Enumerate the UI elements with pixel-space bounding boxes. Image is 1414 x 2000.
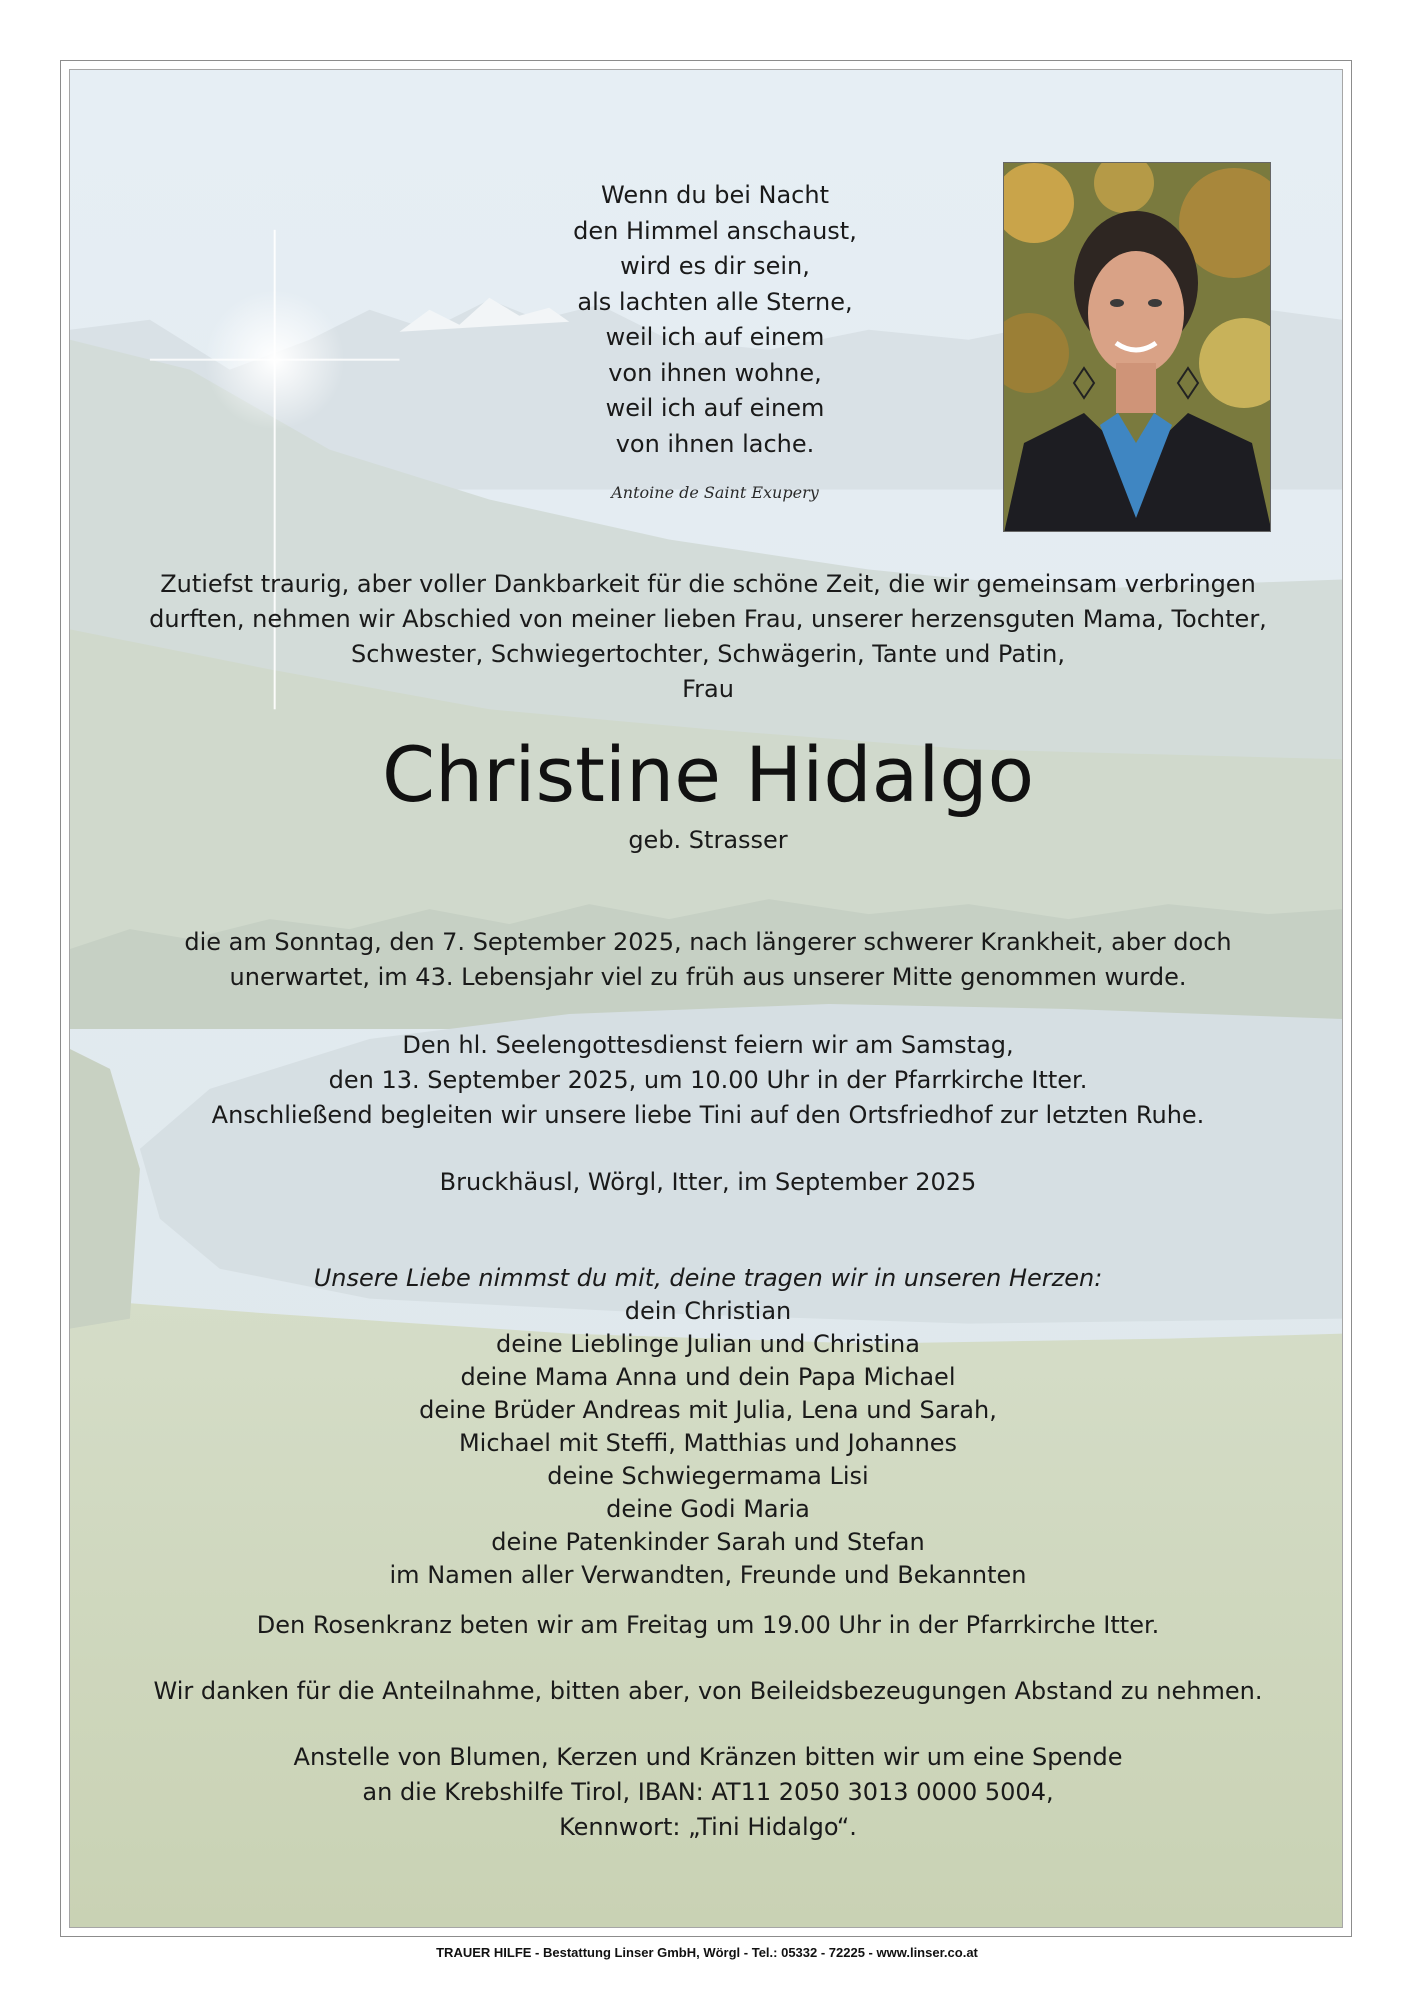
intro-text xyxy=(110,567,1306,707)
poem-line: von ihnen wohne, xyxy=(608,358,822,387)
mourner-line: dein Christian xyxy=(624,1297,792,1325)
death-notice-line: die am Sonntag, den 7. September 2025, nach längerer schwerer Krankheit, aber doch xyxy=(184,928,1232,956)
portrait-photo xyxy=(1003,162,1271,532)
poem-line: wird es dir sein, xyxy=(620,252,810,280)
mourners xyxy=(110,1262,1306,1592)
rosary-info: Den Rosenkranz beten wir am Freitag um 19.00 Uhr in der Pfarrkirche Itter. xyxy=(256,1611,1160,1639)
intro-line: Zutiefst traurig, aber voller Dankbarkeit für die schöne Zeit, die wir gemeinsam verbringen xyxy=(160,570,1256,598)
place-date: Bruckhäusl, Wörgl, Itter, im September 2025 xyxy=(439,1168,977,1196)
donation-line: Kennwort: „Tini Hidalgo“. xyxy=(559,1813,857,1841)
page-frame xyxy=(60,60,1352,1937)
mourner-line: deine Lieblinge Julian und Christina xyxy=(496,1330,920,1358)
intro-line: Frau xyxy=(682,675,734,703)
donation-line: Anstelle von Blumen, Kerzen und Kränzen bitten wir um eine Spende xyxy=(293,1743,1123,1771)
mourner-line: deine Brüder Andreas mit Julia, Lena und Sarah, xyxy=(419,1396,997,1424)
death-notice-line: unerwartet, im 43. Lebensjahr viel zu früh aus unserer Mitte genommen wurde. xyxy=(229,963,1187,991)
mourners-heading: Unsere Liebe nimmst du mit, deine tragen wir in unseren Herzen: xyxy=(313,1264,1103,1292)
poem-author: Antoine de Saint Exupery xyxy=(611,483,819,502)
mourner-line: Michael mit Steffi, Matthias und Johannes xyxy=(458,1429,958,1457)
thanks-note: Wir danken für die Anteilnahme, bitten aber, von Beileidsbezeugungen Abstand zu nehmen. xyxy=(153,1677,1263,1705)
mourner-line: deine Mama Anna und dein Papa Michael xyxy=(460,1363,956,1391)
birth-name: geb. Strasser xyxy=(628,826,788,854)
poem-line: weil ich auf einem xyxy=(605,323,825,351)
poem-line: als lachten alle Sterne, xyxy=(577,287,853,316)
intro-line: durften, nehmen wir Abschied von meiner lieben Frau, unserer herzensguten Mama, Tochter, xyxy=(149,605,1267,633)
footer-imprint: TRAUER HILFE - Bestattung Linser GmbH, Wörgl - Tel.: 05332 - 72225 - www.linser.co.at xyxy=(436,1945,978,1960)
funeral-line: den 13. September 2025, um 10.00 Uhr in der Pfarrkirche Itter. xyxy=(328,1066,1088,1094)
mourner-line: deine Schwiegermama Lisi xyxy=(547,1462,869,1490)
funeral-line: Den hl. Seelengottesdienst feiern wir am Samstag, xyxy=(402,1031,1014,1059)
poem-line: weil ich auf einem xyxy=(605,394,825,422)
mourner-line: deine Patenkinder Sarah und Stefan xyxy=(491,1528,925,1556)
deceased-name: Christine Hidalgo xyxy=(381,730,1035,819)
intro-line: Schwester, Schwiegertochter, Schwägerin, Tante und Patin, xyxy=(351,640,1065,668)
poem xyxy=(550,178,880,462)
donation-info xyxy=(110,1740,1306,1845)
poem-line: Wenn du bei Nacht xyxy=(601,181,829,209)
poem-line: den Himmel anschaust, xyxy=(573,216,857,245)
death-notice xyxy=(110,925,1306,995)
donation-line: an die Krebshilfe Tirol, IBAN: AT11 2050 3013 0000 5004, xyxy=(362,1778,1054,1806)
mourner-line: im Namen aller Verwandten, Freunde und Bekannten xyxy=(389,1561,1027,1589)
funeral-info xyxy=(110,1028,1306,1133)
poem-line: von ihnen lache. xyxy=(615,429,815,458)
content-frame xyxy=(69,69,1343,1928)
funeral-line: Anschließend begleiten wir unsere liebe Tini auf den Ortsfriedhof zur letzten Ruhe. xyxy=(211,1101,1205,1129)
mourner-line: deine Godi Maria xyxy=(606,1495,810,1523)
